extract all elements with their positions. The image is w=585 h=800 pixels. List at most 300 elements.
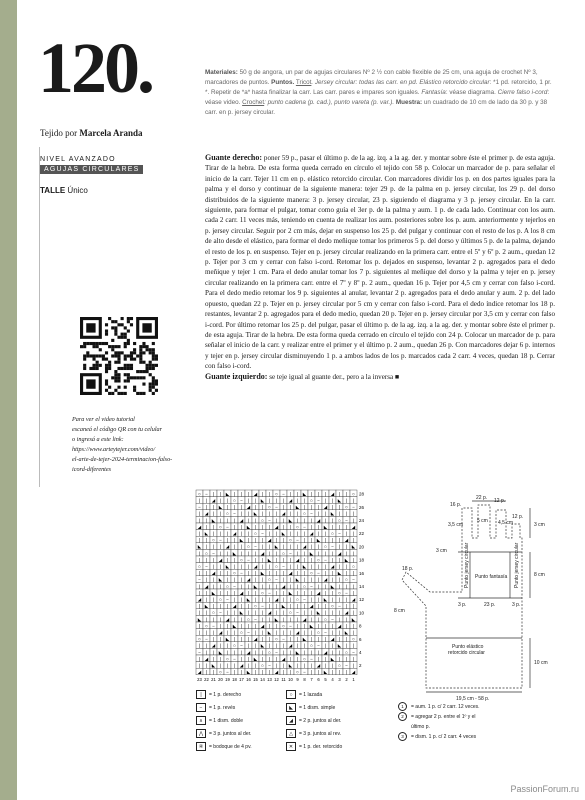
svg-text:○: ○: [219, 597, 222, 602]
icord-label: Cierre falso i-cord: [497, 89, 548, 96]
legend-symbol-icon: −: [196, 703, 206, 712]
svg-text:◣: ◣: [225, 491, 230, 497]
svg-text:|: |: [331, 557, 334, 563]
svg-text:◣: ◣: [344, 557, 349, 563]
svg-text:○: ○: [310, 643, 313, 649]
svg-text:◣: ◣: [253, 583, 258, 589]
svg-text:|: |: [282, 544, 285, 550]
chart-col-number: 7: [310, 676, 313, 682]
svg-text:|: |: [324, 583, 327, 589]
svg-text:|: |: [296, 517, 299, 523]
svg-text:◣: ◣: [344, 630, 349, 635]
svg-text:−: −: [352, 649, 355, 655]
svg-text:◢: ◢: [344, 537, 349, 543]
svg-text:|: |: [254, 537, 257, 543]
svg-text:|: |: [240, 511, 243, 517]
svg-text:|: |: [296, 544, 299, 550]
note-text: = dism. 1 p. c/ 2 carr. 4 veces: [411, 734, 477, 740]
svg-text:◢: ◢: [316, 517, 321, 523]
svg-text:◢: ◢: [323, 577, 328, 583]
svg-text:○: ○: [198, 491, 201, 497]
svg-text:|: |: [205, 649, 208, 655]
svg-text:|: |: [296, 603, 299, 609]
svg-text:|: |: [324, 643, 327, 649]
svg-text:|: |: [331, 623, 334, 629]
svg-text:|: |: [303, 498, 306, 503]
svg-text:○: ○: [233, 570, 236, 576]
label-22p: 22 p.: [476, 495, 488, 501]
svg-text:−: −: [296, 610, 299, 616]
svg-text:◣: ◣: [211, 590, 216, 596]
svg-text:|: |: [233, 577, 236, 583]
svg-text:◢: ◢: [204, 583, 209, 589]
svg-text:|: |: [261, 537, 264, 543]
svg-text:|: |: [198, 550, 201, 556]
svg-text:◢: ◢: [260, 623, 265, 629]
svg-text:|: |: [261, 656, 264, 662]
svg-text:|: |: [331, 524, 334, 530]
svg-text:|: |: [240, 669, 243, 675]
svg-text:−: −: [296, 537, 299, 543]
svg-text:○: ○: [226, 511, 229, 517]
svg-text:|: |: [303, 577, 306, 583]
svg-text:|: |: [254, 630, 257, 635]
svg-text:|: |: [331, 597, 334, 602]
svg-text:−: −: [303, 669, 306, 675]
svg-text:|: |: [205, 537, 208, 543]
qr-code[interactable]: [80, 317, 158, 395]
svg-text:◣: ◣: [351, 616, 356, 622]
svg-text:|: |: [233, 524, 236, 530]
svg-text:−: −: [303, 597, 306, 602]
svg-text:◣: ◣: [246, 669, 251, 675]
svg-text:◢: ◢: [330, 636, 335, 642]
legend-label: = 1 p. revés: [209, 704, 236, 711]
watermark: PassionForum.ru: [510, 784, 579, 794]
svg-text:|: |: [226, 537, 229, 543]
svg-text:○: ○: [198, 564, 201, 569]
svg-text:|: |: [352, 550, 355, 556]
svg-text:|: |: [226, 649, 229, 655]
svg-text:|: |: [317, 550, 320, 556]
chart-col-number: 16: [246, 676, 251, 682]
svg-text:◣: ◣: [218, 577, 223, 583]
svg-text:|: |: [261, 610, 264, 616]
svg-text:−: −: [317, 570, 320, 576]
svg-text:|: |: [212, 577, 215, 583]
svg-text:|: |: [240, 603, 243, 609]
svg-text:○: ○: [205, 550, 208, 556]
legend-symbol-icon: ✕: [286, 742, 296, 751]
label-45cm: 4,5 cm: [498, 520, 514, 526]
svg-text:◢: ◢: [316, 590, 321, 596]
svg-text:|: |: [233, 504, 236, 510]
svg-text:|: |: [233, 616, 236, 622]
legend-label: = 1 lazada: [299, 691, 323, 698]
svg-text:|: |: [324, 656, 327, 662]
svg-text:|: |: [198, 603, 201, 609]
svg-text:|: |: [198, 623, 201, 629]
svg-text:○: ○: [338, 590, 341, 596]
svg-text:|: |: [247, 623, 250, 629]
svg-text:−: −: [198, 649, 201, 655]
level-label: NIVEL AVANZADO: [40, 156, 116, 163]
svg-text:◢: ◢: [337, 550, 342, 556]
svg-text:|: |: [205, 524, 208, 530]
legend-symbol-icon: △: [286, 729, 296, 738]
svg-text:|: |: [212, 630, 215, 635]
svg-text:◣: ◣: [337, 643, 342, 649]
right-glove-title: Guante derecho:: [205, 153, 263, 162]
svg-text:|: |: [352, 656, 355, 662]
legend-label: = 1 dism. simple: [299, 704, 336, 711]
svg-text:|: |: [219, 636, 222, 642]
label-3cm-top: 3 cm: [534, 522, 545, 528]
svg-text:◢: ◢: [288, 570, 293, 576]
label-jersey-2: Punto jersey circular: [514, 542, 520, 588]
svg-text:◣: ◣: [330, 583, 335, 589]
svg-text:|: |: [317, 616, 320, 622]
svg-text:|: |: [282, 557, 285, 563]
svg-text:|: |: [212, 669, 215, 675]
svg-text:◣: ◣: [302, 564, 307, 569]
svg-text:|: |: [289, 616, 292, 622]
svg-text:|: |: [289, 583, 292, 589]
svg-text:|: |: [254, 550, 257, 556]
svg-text:◢: ◢: [218, 630, 223, 635]
svg-text:◢: ◢: [239, 590, 244, 596]
svg-text:|: |: [247, 564, 250, 569]
svg-text:|: |: [338, 504, 341, 510]
svg-text:◢: ◢: [197, 524, 202, 530]
legend-item: [196, 716, 286, 725]
size-label: TALLE: [40, 186, 66, 195]
svg-text:○: ○: [338, 663, 341, 668]
svg-text:|: |: [219, 623, 222, 629]
svg-text:○: ○: [303, 583, 306, 589]
svg-text:○: ○: [296, 524, 299, 530]
svg-text:|: |: [317, 524, 320, 530]
svg-text:−: −: [240, 498, 243, 503]
svg-text:|: |: [254, 597, 257, 602]
svg-text:|: |: [324, 491, 327, 497]
svg-text:○: ○: [324, 616, 327, 622]
svg-text:|: |: [212, 557, 215, 563]
svg-text:|: |: [226, 603, 229, 609]
svg-text:|: |: [345, 550, 348, 556]
svg-text:−: −: [268, 590, 271, 596]
svg-text:−: −: [310, 583, 313, 589]
svg-text:|: |: [345, 491, 348, 497]
svg-text:◢: ◢: [316, 663, 321, 668]
svg-text:|: |: [198, 531, 201, 536]
svg-text:|: |: [233, 630, 236, 635]
svg-text:|: |: [233, 537, 236, 543]
svg-text:−: −: [205, 491, 208, 497]
stitch-chart: [196, 488, 371, 688]
svg-text:|: |: [289, 511, 292, 517]
svg-text:|: |: [296, 570, 299, 576]
legend-symbol-icon: ◣: [286, 703, 296, 712]
svg-text:|: |: [352, 603, 355, 609]
chart-col-number: 14: [260, 676, 265, 682]
label-18p: 18 p.: [402, 566, 414, 572]
chart-col-number: 20: [218, 676, 223, 682]
chart-row-number: 18: [359, 557, 365, 563]
svg-text:◣: ◣: [309, 623, 314, 629]
svg-text:◣: ◣: [232, 550, 237, 556]
svg-text:|: |: [247, 603, 250, 609]
svg-text:◣: ◣: [225, 564, 230, 569]
svg-text:|: |: [317, 531, 320, 536]
svg-text:|: |: [352, 498, 355, 503]
svg-text:|: |: [240, 564, 243, 569]
svg-text:|: |: [324, 537, 327, 543]
svg-text:○: ○: [212, 537, 215, 543]
svg-text:|: |: [275, 656, 278, 662]
legend-item: [286, 716, 376, 725]
svg-text:◢: ◢: [274, 524, 279, 530]
svg-text:|: |: [338, 649, 341, 655]
svg-text:|: |: [317, 583, 320, 589]
svg-text:|: |: [275, 517, 278, 523]
needles-badge: AGUJAS CIRCULARES: [40, 165, 143, 174]
size-value: Único: [67, 186, 88, 195]
legend-symbol-icon: ∧: [196, 716, 206, 725]
tricot-label: Tricot: [295, 79, 312, 86]
left-glove-title: Guante izquierdo:: [205, 371, 268, 381]
svg-text:|: |: [275, 550, 278, 556]
legend-label: = 1 dism. doble: [209, 717, 244, 724]
svg-text:○: ○: [331, 603, 334, 609]
svg-text:|: |: [303, 504, 306, 510]
svg-text:|: |: [275, 511, 278, 517]
svg-text:◢: ◢: [323, 649, 328, 655]
svg-text:|: |: [289, 577, 292, 583]
sidebar-rule: [39, 147, 40, 487]
svg-text:◢: ◢: [197, 669, 202, 675]
svg-text:◢: ◢: [309, 531, 314, 536]
svg-text:○: ○: [268, 577, 271, 583]
svg-text:○: ○: [296, 669, 299, 675]
svg-text:|: |: [338, 630, 341, 635]
svg-text:○: ○: [352, 636, 355, 642]
svg-text:|: |: [345, 597, 348, 602]
svg-text:|: |: [303, 557, 306, 563]
svg-text:|: |: [205, 643, 208, 649]
svg-text:○: ○: [247, 616, 250, 622]
legend-item: [286, 690, 376, 699]
svg-text:|: |: [268, 643, 271, 649]
svg-text:|: |: [296, 583, 299, 589]
svg-text:|: |: [212, 616, 215, 622]
svg-text:◣: ◣: [246, 524, 251, 530]
qr-link[interactable]: https://www.arteytejer.com/video/: [72, 446, 156, 453]
svg-text:○: ○: [261, 517, 264, 523]
qr-link[interactable]: icord-diferentes: [72, 466, 112, 473]
svg-text:◢: ◢: [197, 597, 202, 602]
svg-text:|: |: [331, 590, 334, 596]
svg-text:|: |: [303, 517, 306, 523]
svg-text:|: |: [240, 636, 243, 642]
svg-text:|: |: [289, 630, 292, 635]
svg-text:◢: ◢: [281, 656, 286, 662]
svg-text:|: |: [254, 590, 257, 596]
svg-text:○: ○: [338, 517, 341, 523]
svg-text:−: −: [331, 544, 334, 550]
svg-text:|: |: [310, 630, 313, 635]
svg-text:|: |: [261, 491, 264, 497]
svg-text:◣: ◣: [288, 517, 293, 523]
legend-item: [286, 729, 376, 738]
gauge-label: Muestra:: [395, 99, 423, 106]
chart-col-number: 9: [296, 676, 299, 682]
svg-text:|: |: [275, 531, 278, 536]
svg-text:|: |: [352, 557, 355, 563]
svg-text:◢: ◢: [351, 597, 356, 602]
svg-text:○: ○: [212, 610, 215, 616]
svg-text:|: |: [268, 616, 271, 622]
chart-row-number: 26: [359, 504, 365, 510]
svg-text:|: |: [345, 564, 348, 569]
svg-text:|: |: [240, 577, 243, 583]
svg-text:|: |: [338, 491, 341, 497]
svg-text:|: |: [275, 610, 278, 616]
crochet-text: : punto cadena (p. cad.), punto vareta (p. var.).: [264, 99, 395, 106]
svg-text:|: |: [345, 511, 348, 517]
svg-text:|: |: [324, 517, 327, 523]
chart-legend: [196, 690, 376, 755]
svg-text:|: |: [282, 570, 285, 576]
svg-text:|: |: [212, 636, 215, 642]
svg-text:|: |: [240, 656, 243, 662]
svg-text:|: |: [317, 491, 320, 497]
svg-text:|: |: [261, 557, 264, 563]
svg-text:|: |: [233, 636, 236, 642]
svg-text:|: |: [233, 491, 236, 497]
label-23p: 23 p.: [484, 602, 496, 608]
chart-row-number: 10: [359, 610, 365, 616]
legend-symbol-icon: ◢: [286, 716, 296, 725]
svg-text:◣: ◣: [281, 603, 286, 609]
svg-text:−: −: [261, 603, 264, 609]
legend-symbol-icon: ⋀: [196, 729, 206, 738]
svg-text:−: −: [212, 550, 215, 556]
svg-text:|: |: [247, 491, 250, 497]
svg-text:|: |: [331, 630, 334, 635]
svg-text:|: |: [247, 590, 250, 596]
svg-text:◢: ◢: [309, 603, 314, 609]
svg-text:|: |: [324, 590, 327, 596]
svg-text:|: |: [261, 524, 264, 530]
svg-text:◢: ◢: [295, 557, 300, 563]
ribbing-text: : *1 pd. retorcido, 1 pr. *. Repetir de *a* hasta finalizar la carr. Las carr. pares e impares son iguales.: [205, 79, 552, 96]
qr-link[interactable]: el-arte-de-tejer-2024-terminacion-falso-: [72, 456, 173, 463]
svg-text:◢: ◢: [323, 504, 328, 510]
legend-item: [196, 690, 286, 699]
svg-text:|: |: [289, 531, 292, 536]
svg-text:|: |: [233, 590, 236, 596]
chart-col-number: 21: [211, 676, 216, 682]
svg-text:|: |: [212, 524, 215, 530]
materials-text: 50 g de angora, un par de agujas circulares Nº 2 ½ con cable flexible de 25 cm, una aguja de crochet Nº 3, marcadores de puntos.: [205, 69, 538, 86]
svg-text:○: ○: [254, 531, 257, 536]
svg-text:|: |: [219, 564, 222, 569]
svg-text:○: ○: [303, 511, 306, 517]
label-fantasia: Punto fantasía: [475, 574, 508, 580]
svg-text:|: |: [275, 663, 278, 668]
svg-text:−: −: [261, 531, 264, 536]
svg-text:◣: ◣: [330, 511, 335, 517]
svg-text:|: |: [331, 517, 334, 523]
svg-text:|: |: [324, 663, 327, 668]
svg-text:|: |: [261, 577, 264, 583]
svg-text:|: |: [261, 636, 264, 642]
svg-text:|: |: [268, 531, 271, 536]
svg-text:−: −: [233, 583, 236, 589]
svg-text:◢: ◢: [274, 669, 279, 675]
qr-caption-line: o ingresá a este link:: [72, 436, 124, 443]
svg-text:−: −: [212, 623, 215, 629]
svg-text:|: |: [226, 550, 229, 556]
svg-text:|: |: [226, 557, 229, 563]
svg-text:|: |: [303, 643, 306, 649]
svg-text:|: |: [198, 570, 201, 576]
svg-text:|: |: [268, 656, 271, 662]
svg-text:|: |: [226, 630, 229, 635]
svg-text:|: |: [289, 669, 292, 675]
svg-text:|: |: [254, 498, 257, 503]
svg-text:|: |: [212, 491, 215, 497]
legend-item: [196, 729, 286, 738]
svg-text:|: |: [338, 636, 341, 642]
svg-text:|: |: [268, 511, 271, 517]
schematic-note: [398, 712, 480, 722]
svg-text:◣: ◣: [218, 504, 223, 510]
svg-text:−: −: [205, 564, 208, 569]
svg-text:|: |: [282, 524, 285, 530]
svg-text:|: |: [275, 590, 278, 596]
chart-row-number: 8: [359, 623, 362, 629]
svg-text:◢: ◢: [239, 663, 244, 668]
svg-text:|: |: [240, 550, 243, 556]
svg-text:|: |: [226, 643, 229, 649]
svg-text:○: ○: [219, 669, 222, 675]
svg-text:|: |: [233, 649, 236, 655]
svg-text:◣: ◣: [232, 623, 237, 629]
chart-col-number: 18: [232, 676, 237, 682]
svg-text:−: −: [282, 491, 285, 497]
svg-text:|: |: [233, 544, 236, 550]
svg-text:◢: ◢: [239, 517, 244, 523]
svg-text:◣: ◣: [295, 577, 300, 583]
svg-text:|: |: [317, 603, 320, 609]
svg-text:◣: ◣: [316, 610, 321, 616]
svg-text:|: |: [240, 531, 243, 536]
svg-text:◣: ◣: [323, 669, 328, 675]
svg-text:○: ○: [317, 557, 320, 563]
svg-text:|: |: [247, 663, 250, 668]
svg-text:−: −: [198, 577, 201, 583]
svg-text:−: −: [324, 630, 327, 635]
svg-text:|: |: [219, 498, 222, 503]
svg-text:|: |: [296, 511, 299, 517]
svg-text:−: −: [219, 537, 222, 543]
svg-text:|: |: [205, 590, 208, 596]
svg-text:|: |: [303, 590, 306, 596]
svg-text:◣: ◣: [337, 498, 342, 503]
svg-text:|: |: [345, 603, 348, 609]
